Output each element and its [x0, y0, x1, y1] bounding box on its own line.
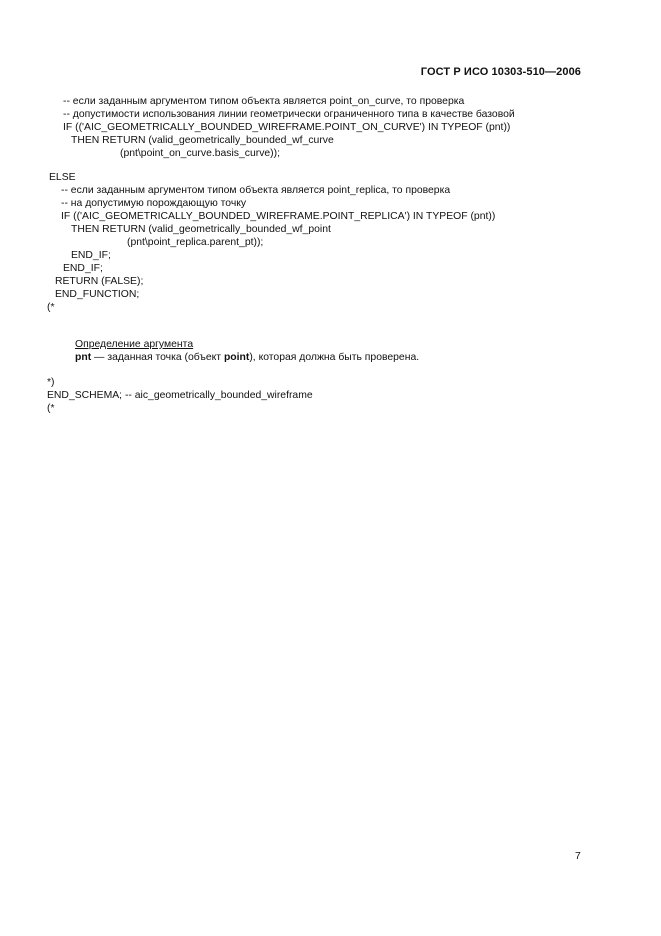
document-header: ГОСТ Р ИСО 10303-510—2006: [420, 66, 581, 78]
definition-term: pnt: [75, 352, 92, 363]
comment-line: -- на допустимую порождающую точку: [61, 198, 247, 209]
code-line: END_SCHEMA; -- aic_geometrically_bounded_wireframe: [47, 390, 313, 401]
code-line: (*: [47, 403, 55, 414]
code-line: (pnt\point_replica.parent_pt));: [127, 237, 264, 248]
code-line: ELSE: [49, 172, 76, 183]
code-line: (*: [47, 302, 55, 313]
code-line: (pnt\point_on_curve.basis_curve));: [120, 148, 280, 159]
code-line: THEN RETURN (valid_geometrically_bounded_wf_point: [71, 224, 331, 235]
definition-entry: [75, 351, 419, 364]
code-line: IF (('AIC_GEOMETRICALLY_BOUNDED_WIREFRAME.POINT_REPLICA') IN TYPEOF (pnt)): [61, 211, 496, 222]
definition-text: ), которая должна быть проверена.: [249, 352, 420, 363]
code-line: THEN RETURN (valid_geometrically_bounded_wf_curve: [71, 135, 334, 146]
comment-line: -- допустимости использования линии геометрически ограниченного типа в качестве базовой: [63, 109, 515, 120]
definition-title: Определение аргумента: [75, 339, 194, 350]
definition-entity: point: [223, 352, 250, 363]
code-line: END_IF;: [71, 250, 111, 261]
code-line: RETURN (FALSE);: [55, 276, 144, 287]
code-line: END_IF;: [63, 263, 103, 274]
definition-text: — заданная точка (объект: [91, 352, 224, 363]
page-number: 7: [575, 851, 581, 862]
comment-line: -- если заданным аргументом типом объекта является point_on_curve, то проверка: [63, 96, 465, 107]
code-line: IF (('AIC_GEOMETRICALLY_BOUNDED_WIREFRAME.POINT_ON_CURVE') IN TYPEOF (pnt)): [63, 122, 511, 133]
code-line: END_FUNCTION;: [55, 289, 140, 300]
comment-line: -- если заданным аргументом типом объекта является point_replica, то проверка: [61, 185, 451, 196]
code-line: *): [47, 377, 55, 388]
